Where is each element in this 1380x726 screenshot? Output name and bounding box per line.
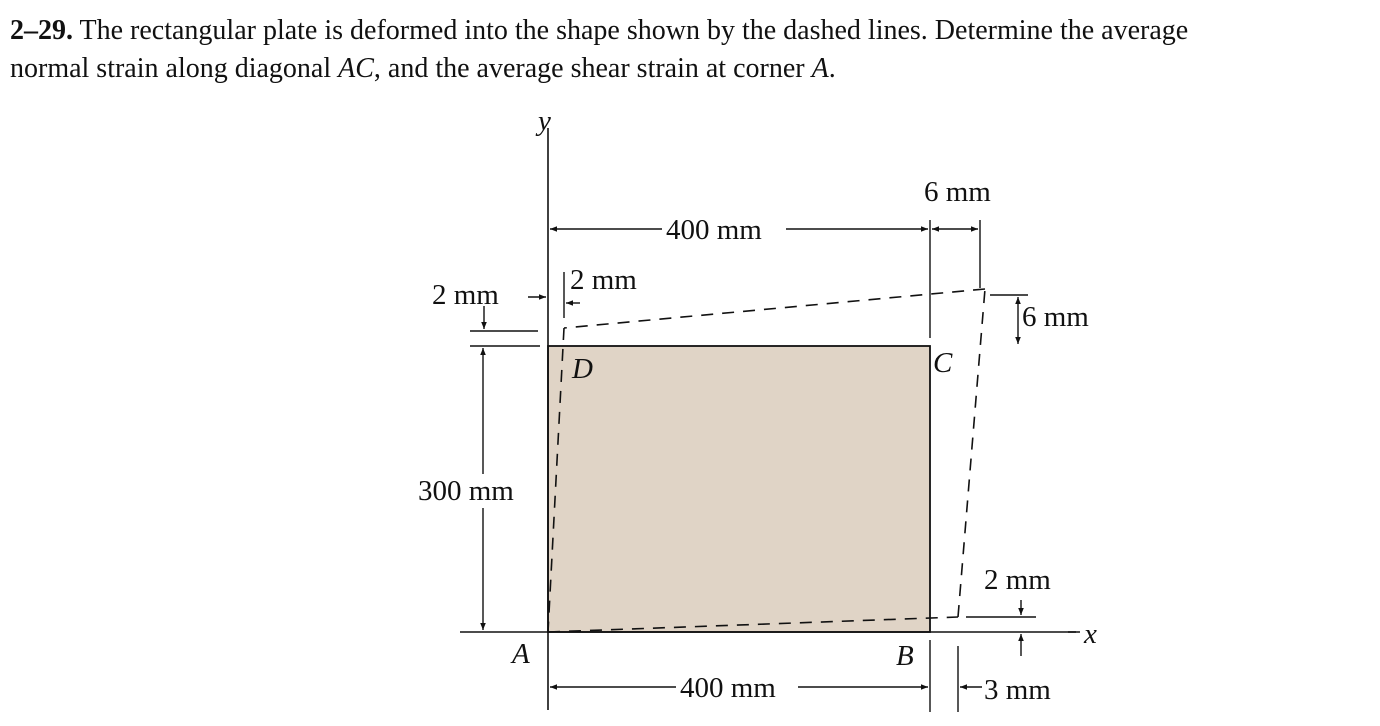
problem-text-2-end: . (828, 53, 836, 84)
dim-top-right-shift: 6 mm (924, 176, 991, 208)
problem-text-2b: , and the average shear strain at corner (373, 53, 812, 84)
point-b-label: B (896, 640, 914, 672)
corner-label: A (811, 53, 829, 84)
dim-bottom-width: 400 mm (680, 672, 776, 704)
dim-bottom-right-shift: 3 mm (984, 674, 1051, 706)
x-axis-label: x (1084, 618, 1097, 650)
problem-text-1: The rectangular plate is deformed into the shape shown by the dashed lines. Determine the average (73, 15, 1189, 46)
deformed-edge-bc (958, 289, 985, 617)
dim-left-rise: 2 mm (432, 279, 499, 311)
point-a-label: A (512, 638, 530, 670)
point-d-label: D (572, 353, 593, 385)
dim-top-left-shift: 2 mm (570, 264, 637, 296)
diagonal-label: AC (338, 53, 374, 84)
undeformed-plate (548, 346, 930, 632)
y-axis-label: y (538, 105, 551, 137)
dim-top-width: 400 mm (666, 214, 762, 246)
problem-number: 2–29. (10, 15, 73, 46)
dim-top-right-rise: 6 mm (1022, 301, 1089, 333)
dim-bottom-right-rise: 2 mm (984, 564, 1051, 596)
point-c-label: C (933, 347, 953, 379)
dim-height: 300 mm (418, 475, 514, 507)
problem-text-2a: normal strain along diagonal (10, 53, 339, 84)
